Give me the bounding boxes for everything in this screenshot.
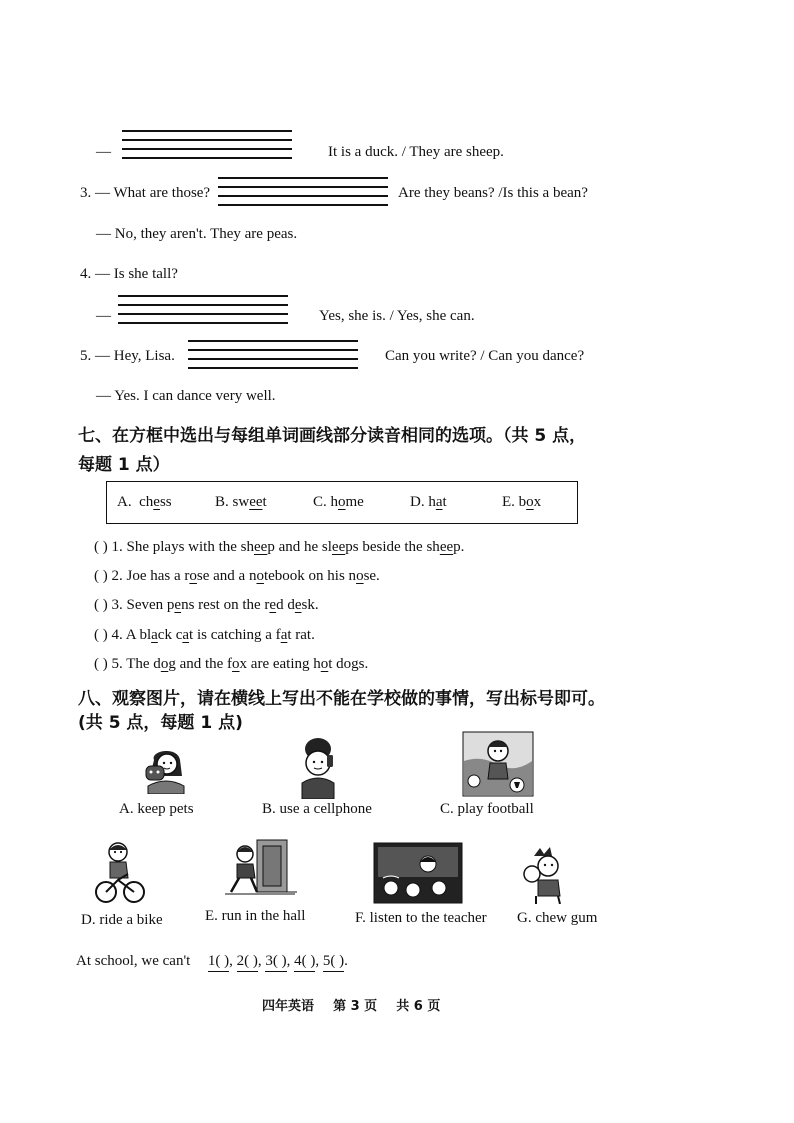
- q5-option: Can you write? / Can you dance?: [385, 348, 585, 364]
- footer-page: 第 3 页: [333, 999, 378, 1014]
- phone-call-woman-icon: [292, 735, 344, 799]
- answer-bracket[interactable]: ( ): [94, 539, 108, 555]
- bubble-gum-girl-icon: [520, 846, 568, 904]
- section7-item: ( ) 4. A black cat is catching a fat rat.: [94, 627, 315, 643]
- q4-answer-lines[interactable]: [118, 295, 288, 329]
- option-b: B. sweet: [215, 494, 267, 510]
- q3-question: 3. — What are those?: [80, 185, 211, 201]
- q2-option: It is a duck. / They are sheep.: [328, 144, 504, 160]
- section8-answer-line: At school, we can't 1( ), 2( ), 3( ), 4( ), 5( ).: [76, 951, 348, 972]
- answer-blank-2[interactable]: 2( ): [237, 951, 258, 972]
- option-a: A. chess: [117, 494, 172, 510]
- pet-holding-girl-icon: [140, 742, 192, 794]
- answer-prefix: At school, we can't: [76, 953, 191, 969]
- picture-caption-a: A. keep pets: [119, 801, 194, 817]
- section8-title-line2: (共 5 点，每题 1 点): [78, 713, 243, 733]
- q3-reply: — No, they aren't. They are peas.: [96, 226, 298, 242]
- answer-blank-4[interactable]: 4( ): [294, 951, 315, 972]
- q2-answer-lines[interactable]: [122, 130, 292, 164]
- picture-caption-f: F. listen to the teacher: [355, 910, 487, 926]
- option-e: E. box: [502, 494, 542, 510]
- picture-caption-g: G. chew gum: [517, 910, 598, 926]
- picture-caption-e: E. run in the hall: [205, 908, 306, 924]
- answer-bracket[interactable]: ( ): [94, 568, 108, 584]
- answer-bracket[interactable]: ( ): [94, 597, 108, 613]
- footer-subject: 四年英语: [262, 999, 315, 1014]
- q5-question: 5. — Hey, Lisa.: [80, 348, 175, 364]
- answer-blank-5[interactable]: 5( ): [323, 951, 344, 972]
- classroom-teacher-icon: [373, 842, 463, 904]
- section7-title-line2: 每题 1 点）: [78, 455, 170, 475]
- section7-option-box: [106, 481, 578, 524]
- running-child-icon: [225, 838, 297, 898]
- q5-reply: — Yes. I can dance very well.: [96, 388, 276, 404]
- answer-blank-1[interactable]: 1( ): [208, 951, 229, 972]
- picture-caption-b: B. use a cellphone: [262, 801, 372, 817]
- bike-rider-icon: [94, 840, 146, 906]
- section7-title-line1: 七、在方框中选出与每组单词画线部分读音相同的选项。（共 5 点，: [78, 426, 587, 446]
- section7-item: ( ) 3. Seven pens rest on the red desk.: [94, 597, 319, 613]
- section8-title-line1: 八、观察图片，请在横线上写出不能在学校做的事情，写出标号即可。: [78, 689, 605, 709]
- section7-item: ( ) 5. The dog and the fox are eating hot dogs.: [94, 656, 369, 672]
- q5-answer-lines[interactable]: [188, 340, 358, 374]
- section7-item: ( ) 1. She plays with the sheep and he sleeps beside the sheep.: [94, 539, 465, 555]
- option-c: C. home: [313, 494, 364, 510]
- football-girl-icon: [462, 731, 534, 797]
- page-footer: [262, 995, 440, 1014]
- footer-total: 共 6 页: [396, 999, 441, 1014]
- q3-option: Are they beans? /Is this a bean?: [398, 185, 588, 201]
- option-d: D. hat: [410, 494, 447, 510]
- q3-answer-lines[interactable]: [218, 177, 388, 211]
- q2-dash: —: [96, 144, 111, 160]
- picture-caption-c: C. play football: [440, 801, 534, 817]
- q4-dash: —: [96, 308, 111, 324]
- answer-bracket[interactable]: ( ): [94, 656, 108, 672]
- picture-caption-d: D. ride a bike: [81, 912, 163, 928]
- section7-item: ( ) 2. Joe has a rose and a notebook on his nose.: [94, 568, 380, 584]
- q4-question: 4. — Is she tall?: [80, 266, 178, 282]
- q4-option: Yes, she is. / Yes, she can.: [319, 308, 475, 324]
- answer-bracket[interactable]: ( ): [94, 627, 108, 643]
- answer-blank-3[interactable]: 3( ): [265, 951, 286, 972]
